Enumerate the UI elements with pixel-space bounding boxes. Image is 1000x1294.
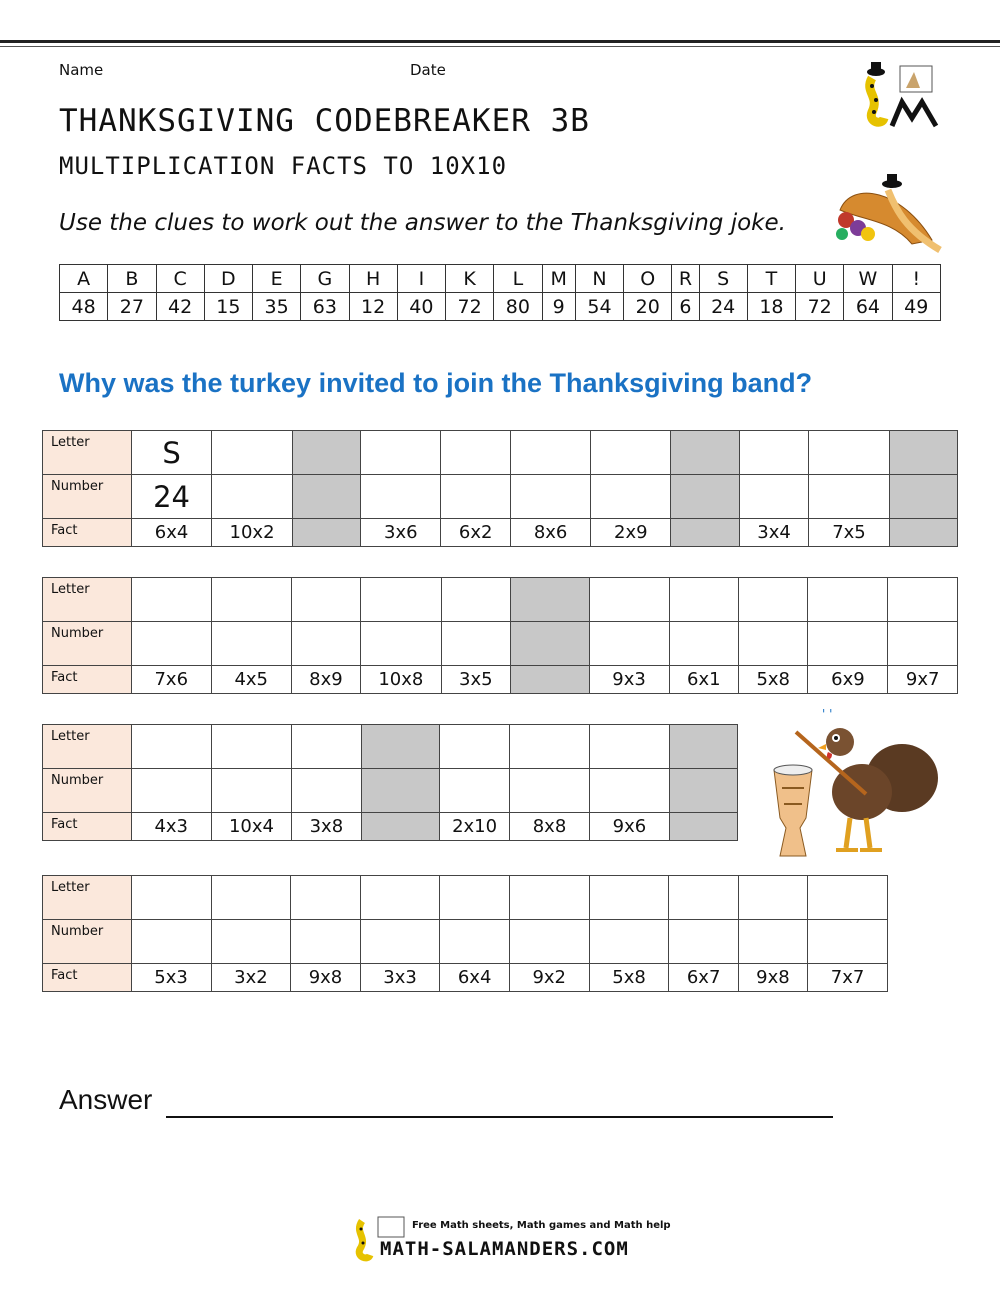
letter-cell[interactable]	[440, 876, 509, 920]
instruction-text: Use the clues to work out the answer to the Thanksgiving joke.	[59, 210, 786, 236]
fact-cell: 6x4	[440, 964, 509, 992]
page-subtitle: MULTIPLICATION FACTS TO 10X10	[59, 152, 508, 180]
number-cell[interactable]	[589, 920, 669, 964]
key-number-cell: 15	[204, 293, 252, 321]
key-letter-cell: L	[494, 265, 542, 293]
key-letter-cell: T	[747, 265, 795, 293]
fact-cell: 5x3	[131, 964, 211, 992]
letter-cell[interactable]	[510, 725, 590, 769]
key-number-cell: 72	[446, 293, 494, 321]
name-label: Name	[59, 61, 104, 79]
page-title: THANKSGIVING CODEBREAKER 3B	[59, 103, 590, 139]
fact-cell: 10x8	[361, 666, 441, 694]
number-cell[interactable]	[669, 622, 738, 666]
space-cell	[669, 725, 737, 769]
number-label: Number	[43, 920, 132, 964]
number-cell[interactable]	[212, 475, 293, 519]
fact-cell: 9x6	[589, 813, 669, 841]
number-cell[interactable]	[739, 622, 808, 666]
key-numbers-row	[60, 293, 941, 321]
key-number-cell: 40	[397, 293, 445, 321]
letter-cell[interactable]	[211, 725, 291, 769]
letter-cell[interactable]	[509, 876, 589, 920]
key-letter-cell: R	[672, 265, 699, 293]
cornucopia-salamander-icon	[832, 170, 944, 256]
footer-site[interactable]: MATH-SALAMANDERS.COM	[380, 1238, 629, 1260]
space-cell	[889, 431, 957, 475]
fact-cell: 6x2	[441, 519, 511, 547]
space-cell	[669, 813, 737, 841]
letter-cell[interactable]	[591, 431, 671, 475]
letter-cell[interactable]	[360, 876, 440, 920]
fact-cell: 7x5	[809, 519, 889, 547]
letter-cell[interactable]	[808, 578, 888, 622]
letter-cell[interactable]	[738, 876, 807, 920]
space-cell	[671, 431, 739, 475]
puzzle-row-3	[42, 724, 738, 841]
number-cell[interactable]	[591, 475, 671, 519]
number-cell[interactable]	[211, 920, 291, 964]
number-cell[interactable]	[739, 475, 809, 519]
key-letters-row	[60, 265, 941, 293]
number-cell[interactable]	[510, 769, 590, 813]
space-cell	[361, 813, 440, 841]
salamander-logo-icon	[862, 62, 942, 132]
number-cell[interactable]	[361, 622, 441, 666]
letter-cell[interactable]	[888, 578, 958, 622]
key-letter-cell: K	[446, 265, 494, 293]
puzzle-row-4	[42, 875, 888, 992]
key-number-cell: 42	[156, 293, 204, 321]
fact-cell: 9x7	[888, 666, 958, 694]
fact-row	[43, 813, 738, 841]
letter-cell[interactable]	[131, 876, 211, 920]
fact-row	[43, 964, 888, 992]
fact-cell: 9x8	[738, 964, 807, 992]
number-cell[interactable]	[669, 920, 738, 964]
fact-cell: 3x3	[360, 964, 440, 992]
number-cell[interactable]	[738, 920, 807, 964]
fact-cell: 6x9	[808, 666, 888, 694]
key-letter-cell: A	[60, 265, 108, 293]
fact-label: Fact	[43, 813, 132, 841]
key-number-cell: 6	[672, 293, 699, 321]
fact-cell: 2x10	[440, 813, 510, 841]
space-cell	[511, 578, 590, 622]
key-letter-cell: G	[301, 265, 349, 293]
fact-cell: 9x3	[589, 666, 669, 694]
fact-cell: 7x7	[808, 964, 888, 992]
number-cell[interactable]	[440, 769, 510, 813]
letter-cell[interactable]	[589, 725, 669, 769]
fact-cell: 3x8	[292, 813, 361, 841]
fact-cell: 4x3	[131, 813, 211, 841]
number-cell[interactable]	[211, 769, 291, 813]
space-cell	[669, 769, 737, 813]
number-label: Number	[43, 475, 132, 519]
letter-label: Letter	[43, 876, 132, 920]
letter-row	[43, 725, 738, 769]
key-letter-cell: !	[892, 265, 940, 293]
letter-row	[43, 578, 958, 622]
fact-cell: 6x1	[669, 666, 738, 694]
space-cell	[292, 475, 360, 519]
key-letter-cell: W	[844, 265, 892, 293]
key-number-cell: 54	[575, 293, 623, 321]
fact-cell: 2x9	[591, 519, 671, 547]
key-letter-cell: O	[624, 265, 672, 293]
key-letter-cell: C	[156, 265, 204, 293]
number-label: Number	[43, 622, 132, 666]
number-cell[interactable]	[292, 769, 361, 813]
joke-question: Why was the turkey invited to join the Thanksgiving band?	[59, 368, 813, 398]
number-cell[interactable]	[131, 769, 211, 813]
fact-cell: 6x4	[131, 519, 211, 547]
number-label: Number	[43, 769, 132, 813]
letter-cell[interactable]	[361, 578, 441, 622]
answer-line[interactable]	[166, 1116, 833, 1118]
number-cell[interactable]	[809, 475, 889, 519]
fact-label: Fact	[43, 666, 132, 694]
fact-cell: 8x9	[291, 666, 360, 694]
fact-cell: 9x8	[291, 964, 360, 992]
space-cell	[889, 519, 957, 547]
letter-cell[interactable]	[131, 578, 211, 622]
key-number-cell: 72	[796, 293, 844, 321]
fact-cell: 8x6	[511, 519, 591, 547]
fact-cell: 3x6	[361, 519, 441, 547]
top-rule	[0, 40, 1000, 43]
key-letter-cell: I	[397, 265, 445, 293]
date-label: Date	[410, 61, 446, 79]
letter-cell[interactable]	[131, 725, 211, 769]
letter-cell[interactable]	[211, 578, 291, 622]
key-number-cell: 9	[542, 293, 575, 321]
number-cell[interactable]	[440, 920, 509, 964]
number-cell[interactable]	[360, 920, 440, 964]
letter-cell[interactable]	[589, 876, 669, 920]
fact-cell: 3x4	[739, 519, 809, 547]
letter-cell[interactable]	[291, 578, 360, 622]
letter-cell[interactable]	[441, 431, 511, 475]
letter-cell[interactable]	[589, 578, 669, 622]
number-cell[interactable]	[589, 769, 669, 813]
key-letter-cell: H	[349, 265, 397, 293]
letter-cell[interactable]	[361, 431, 441, 475]
key-letter-cell: M	[542, 265, 575, 293]
letter-label: Letter	[43, 725, 132, 769]
number-cell[interactable]	[131, 920, 211, 964]
fact-label: Fact	[43, 519, 132, 547]
letter-cell[interactable]	[669, 876, 738, 920]
fact-cell: 3x2	[211, 964, 291, 992]
letter-cell[interactable]	[211, 876, 291, 920]
fact-cell: 8x8	[510, 813, 590, 841]
key-number-cell: 64	[844, 293, 892, 321]
key-number-cell: 24	[699, 293, 747, 321]
number-cell[interactable]	[291, 920, 360, 964]
space-cell	[511, 666, 590, 694]
letter-cell[interactable]	[292, 725, 361, 769]
number-cell[interactable]	[131, 622, 211, 666]
key-letter-cell: E	[253, 265, 301, 293]
fact-cell: 6x7	[669, 964, 738, 992]
letter-cell[interactable]	[808, 876, 888, 920]
number-cell[interactable]	[509, 920, 589, 964]
fact-cell: 5x8	[589, 964, 669, 992]
number-row	[43, 920, 888, 964]
space-cell	[361, 769, 440, 813]
fact-cell: 10x2	[212, 519, 293, 547]
key-letter-cell: D	[204, 265, 252, 293]
letter-cell[interactable]	[739, 431, 809, 475]
footer-tagline: Free Math sheets, Math games and Math help	[412, 1220, 671, 1231]
number-cell[interactable]	[441, 475, 511, 519]
fact-cell: 10x4	[211, 813, 291, 841]
letter-cell[interactable]: S	[131, 431, 211, 475]
letter-cell[interactable]	[291, 876, 360, 920]
key-number-cell: 27	[108, 293, 156, 321]
key-number-cell: 20	[624, 293, 672, 321]
letter-cell[interactable]	[809, 431, 889, 475]
fact-cell: 3x5	[441, 666, 510, 694]
fact-cell: 5x8	[739, 666, 808, 694]
number-cell[interactable]	[511, 475, 591, 519]
top-rule-thin	[0, 46, 1000, 47]
key-number-cell: 12	[349, 293, 397, 321]
fact-cell: 7x6	[131, 666, 211, 694]
key-number-cell: 35	[253, 293, 301, 321]
key-letter-cell: B	[108, 265, 156, 293]
space-cell	[292, 519, 360, 547]
key-letter-cell: U	[796, 265, 844, 293]
number-cell[interactable]	[808, 622, 888, 666]
letter-row	[43, 431, 958, 475]
number-row	[43, 769, 738, 813]
svg-text:' ': ' '	[822, 708, 833, 721]
key-letter-cell: N	[575, 265, 623, 293]
letter-cell[interactable]	[441, 578, 510, 622]
fact-label: Fact	[43, 964, 132, 992]
letter-cell[interactable]	[212, 431, 293, 475]
fact-row	[43, 519, 958, 547]
letter-cell[interactable]	[440, 725, 510, 769]
number-cell[interactable]: 24	[131, 475, 211, 519]
space-cell	[511, 622, 590, 666]
letter-cell[interactable]	[739, 578, 808, 622]
letter-cell[interactable]	[669, 578, 738, 622]
fact-cell: 4x5	[211, 666, 291, 694]
space-cell	[889, 475, 957, 519]
number-cell[interactable]	[361, 475, 441, 519]
puzzle-row-2	[42, 577, 958, 694]
answer-label: Answer	[59, 1084, 153, 1115]
puzzle-row-1	[42, 430, 958, 547]
number-cell[interactable]	[888, 622, 958, 666]
letter-label: Letter	[43, 431, 132, 475]
key-number-cell: 49	[892, 293, 940, 321]
turkey-drummer-icon	[762, 708, 942, 864]
number-cell[interactable]	[808, 920, 888, 964]
key-number-cell: 63	[301, 293, 349, 321]
space-cell	[671, 475, 739, 519]
number-cell[interactable]	[291, 622, 360, 666]
number-row	[43, 475, 958, 519]
key-letter-cell: S	[699, 265, 747, 293]
key-number-cell: 48	[60, 293, 108, 321]
number-cell[interactable]	[589, 622, 669, 666]
space-cell	[361, 725, 440, 769]
fact-cell: 9x2	[509, 964, 589, 992]
letter-row	[43, 876, 888, 920]
number-cell[interactable]	[211, 622, 291, 666]
number-row	[43, 622, 958, 666]
letter-label: Letter	[43, 578, 132, 622]
letter-cell[interactable]	[511, 431, 591, 475]
key-number-cell: 80	[494, 293, 542, 321]
space-cell	[292, 431, 360, 475]
fact-row	[43, 666, 958, 694]
key-number-cell: 18	[747, 293, 795, 321]
code-key-table	[59, 264, 941, 321]
space-cell	[671, 519, 739, 547]
number-cell[interactable]	[441, 622, 510, 666]
